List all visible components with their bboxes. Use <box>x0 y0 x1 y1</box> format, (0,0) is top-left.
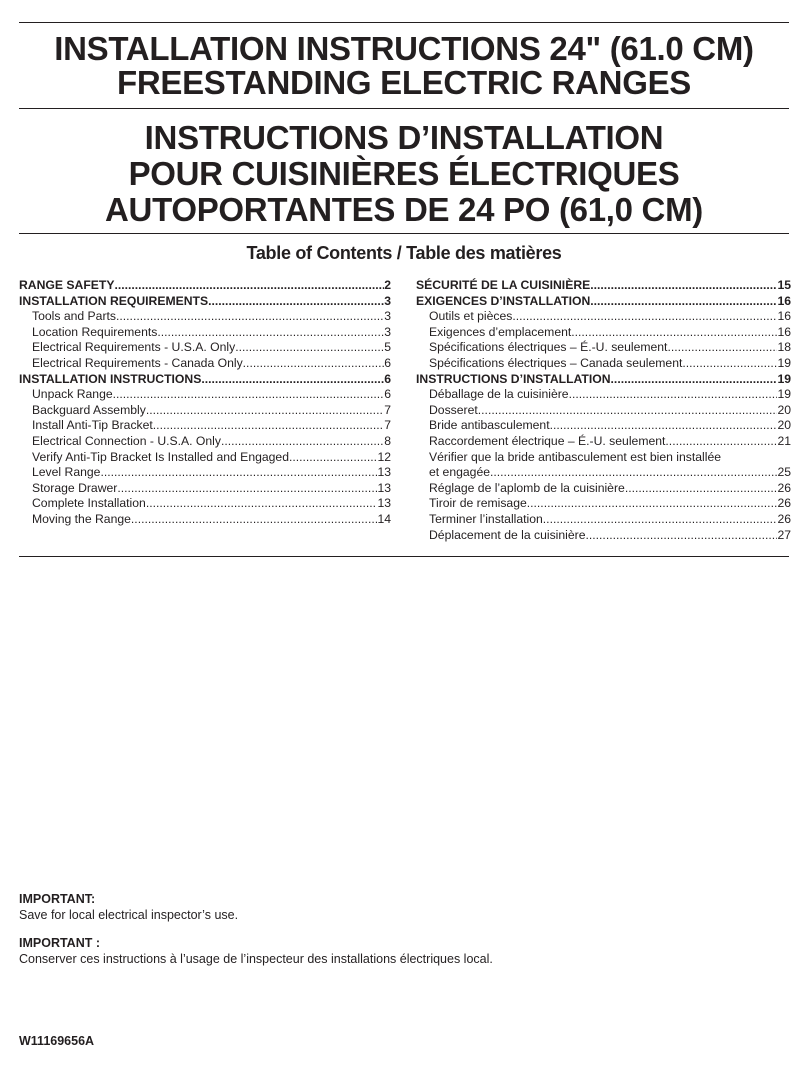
dot-leader <box>100 465 377 481</box>
toc-french <box>416 278 791 543</box>
toc-entry-label: INSTALLATION INSTRUCTIONS <box>19 371 202 386</box>
dot-leader <box>201 372 384 388</box>
toc-entry[interactable] <box>416 356 791 372</box>
toc-page-number: 13 <box>377 465 391 480</box>
toc-entry-label: Déplacement de la cuisinière <box>429 527 586 542</box>
note-heading: IMPORTANT: <box>19 892 96 906</box>
dot-leader <box>116 309 384 325</box>
dot-leader <box>590 294 777 310</box>
toc-page-number: 2 <box>384 278 391 292</box>
toc-page-number: 15 <box>777 278 791 292</box>
dot-leader <box>157 325 384 341</box>
toc-entry-label: Déballage de la cuisinière <box>429 387 569 402</box>
toc-entry[interactable] <box>416 528 791 544</box>
toc-entry[interactable] <box>416 309 791 325</box>
toc-entry-label: Backguard Assembly <box>32 402 146 417</box>
toc-entry[interactable] <box>19 387 391 403</box>
dot-leader <box>667 340 777 356</box>
dot-leader <box>114 278 384 294</box>
dot-leader <box>235 340 384 356</box>
toc-page-number: 19 <box>777 371 791 386</box>
toc-page-number: 13 <box>377 480 391 495</box>
toc-entry[interactable] <box>19 450 391 466</box>
dot-leader <box>221 434 384 450</box>
toc-page-number: 19 <box>777 355 791 370</box>
toc-entry-label: Moving the Range <box>32 511 131 526</box>
toc-entry[interactable] <box>416 387 791 403</box>
toc-entry-label: Electrical Requirements - U.S.A. Only <box>32 340 236 355</box>
toc-entry-label: Dosseret <box>429 402 478 417</box>
toc-entry-label: Tiroir de remisage <box>429 496 527 511</box>
toc-page-number: 3 <box>384 324 391 339</box>
toc-entry[interactable] <box>416 278 791 294</box>
toc-page-number: 3 <box>384 293 391 308</box>
toc-entry[interactable] <box>19 372 391 388</box>
toc-entry-label: INSTALLATION REQUIREMENTS <box>19 293 209 308</box>
toc-entry-label: Spécifications électriques – Canada seulement <box>429 355 683 370</box>
dot-leader <box>665 434 777 450</box>
toc-page-number: 5 <box>384 340 391 355</box>
toc-page-number: 7 <box>384 418 391 433</box>
toc-entry-label: Verify Anti-Tip Bracket Is Installed and Engaged <box>32 449 289 464</box>
toc-page-number: 16 <box>777 309 791 324</box>
dot-leader <box>146 403 384 419</box>
title-en-line-1: INSTALLATION INSTRUCTIONS 24" (61.0 CM) <box>54 30 754 67</box>
toc-entry-label[interactable]: Vérifier que la bride antibasculement est bien installée <box>429 449 721 464</box>
toc-page-number: 20 <box>777 418 791 433</box>
note-english <box>19 891 493 923</box>
toc-entry[interactable] <box>19 481 391 497</box>
toc-page-number: 6 <box>384 355 391 370</box>
toc-entry-label: Raccordement électrique – É.-U. seulement <box>429 433 666 448</box>
toc-entry-label: et engagée <box>429 465 490 480</box>
toc-entry[interactable] <box>19 309 391 325</box>
title-french <box>0 120 808 228</box>
dot-leader <box>586 528 778 544</box>
toc-entry-label: Exigences d’emplacement <box>429 324 572 339</box>
toc-entry-label: Unpack Range <box>32 387 113 402</box>
toc-entry[interactable] <box>19 512 391 528</box>
toc-page-number: 26 <box>777 511 791 526</box>
dot-leader <box>543 512 778 528</box>
toc-entry-label: Install Anti-Tip Bracket <box>32 418 153 433</box>
toc-entry-label: Bride antibasculement <box>429 418 550 433</box>
toc-entry[interactable] <box>416 496 791 512</box>
toc-entry[interactable] <box>19 294 391 310</box>
toc-entry[interactable] <box>416 481 791 497</box>
toc-title: Table of Contents / Table des matières <box>246 243 562 263</box>
title-english <box>0 32 808 100</box>
toc-page-number: 21 <box>777 433 791 448</box>
toc-page-number: 19 <box>777 387 791 402</box>
dot-leader <box>490 465 777 481</box>
dot-leader <box>146 496 378 512</box>
toc-page-number: 13 <box>377 496 391 511</box>
toc-entry[interactable] <box>19 434 391 450</box>
toc-page-number: 14 <box>377 511 391 526</box>
toc-entry-label: Electrical Connection - U.S.A. Only <box>32 433 221 448</box>
title-divider <box>19 108 789 109</box>
toc-bottom-rule <box>19 556 789 557</box>
toc-page-number: 7 <box>384 402 391 417</box>
toc-page-number: 26 <box>777 496 791 511</box>
toc-entry-label: Tools and Parts <box>32 309 117 324</box>
toc-entry[interactable] <box>19 465 391 481</box>
dot-leader <box>527 496 778 512</box>
dot-leader <box>512 309 777 325</box>
toc-entry[interactable] <box>416 403 791 419</box>
toc-entry-label: INSTRUCTIONS D’INSTALLATION <box>416 371 611 386</box>
dot-leader <box>682 356 777 372</box>
dot-leader <box>243 356 385 372</box>
toc-entry[interactable] <box>19 325 391 341</box>
toc-entry-label: Location Requirements <box>32 324 158 339</box>
note-body: Save for local electrical inspector’s use. <box>19 908 239 922</box>
toc-entry-label: Storage Drawer <box>32 480 118 495</box>
toc-entry[interactable] <box>416 294 791 310</box>
important-notes <box>19 891 493 979</box>
note-body: Conserver ces instructions à l’usage de l’inspecteur des installations électriques local. <box>19 952 493 966</box>
note-french <box>19 935 493 967</box>
toc-page-number: 25 <box>777 465 791 480</box>
title-en-line-2: FREESTANDING ELECTRIC RANGES <box>116 64 691 101</box>
toc-entry-label: Réglage de l’aplomb de la cuisinière <box>429 480 625 495</box>
toc-page-number: 6 <box>384 387 391 402</box>
toc-entry-label: Terminer l’installation <box>429 511 543 526</box>
dot-leader <box>289 450 377 466</box>
toc-page-number: 3 <box>384 309 391 324</box>
title-fr-line-2: POUR CUISINIÈRES ÉLECTRIQUES <box>128 155 680 192</box>
title-fr-line-3: AUTOPORTANTES DE 24 PO (61,0 CM) <box>105 191 703 228</box>
toc-divider <box>19 233 789 234</box>
dot-leader <box>571 325 777 341</box>
toc-page-number: 20 <box>777 402 791 417</box>
toc-page-number: 27 <box>777 527 791 542</box>
toc-entry[interactable] <box>416 512 791 528</box>
toc-entry-label: Spécifications électriques – É.-U. seulement <box>429 340 668 355</box>
dot-leader <box>153 418 384 434</box>
dot-leader <box>113 387 385 403</box>
toc-entry[interactable] <box>19 278 391 294</box>
toc-page-number: 12 <box>377 449 391 464</box>
dot-leader <box>131 512 378 528</box>
toc-page-number: 8 <box>384 433 391 448</box>
dot-leader <box>590 278 777 294</box>
toc-page-number: 6 <box>384 371 391 386</box>
toc-entry[interactable] <box>416 434 791 450</box>
toc-entry-label: Outils et pièces <box>429 309 513 324</box>
toc-entry-label: RANGE SAFETY <box>19 278 115 292</box>
dot-leader <box>117 481 377 497</box>
toc-entry[interactable] <box>416 372 791 388</box>
note-heading: IMPORTANT : <box>19 936 101 950</box>
toc-page-number: 16 <box>777 324 791 339</box>
dot-leader <box>208 294 384 310</box>
toc-entry-label: Electrical Requirements - Canada Only <box>32 355 243 370</box>
toc-entry[interactable] <box>19 403 391 419</box>
dot-leader <box>550 418 778 434</box>
toc-page-number: 18 <box>777 340 791 355</box>
document-number: W11169656A <box>19 1034 95 1048</box>
toc-entry-label: EXIGENCES D’INSTALLATION <box>416 293 591 308</box>
toc-entry[interactable] <box>19 340 391 356</box>
toc-english <box>19 278 391 528</box>
top-rule <box>19 22 789 23</box>
toc-entry[interactable] <box>19 496 391 512</box>
toc-entry-label: Level Range <box>32 465 101 480</box>
toc-entry[interactable] <box>19 356 391 372</box>
toc-entry[interactable] <box>416 418 791 434</box>
dot-leader <box>478 403 778 419</box>
toc-page-number: 26 <box>777 480 791 495</box>
toc-entry-label: SÉCURITÉ DE LA CUISINIÈRE <box>416 278 591 292</box>
dot-leader <box>611 372 778 388</box>
toc-page-number: 16 <box>777 293 791 308</box>
toc-entry-label: Complete Installation <box>32 496 146 511</box>
toc-entry[interactable] <box>416 325 791 341</box>
dot-leader <box>569 387 778 403</box>
toc-entry[interactable] <box>19 418 391 434</box>
title-fr-line-1: INSTRUCTIONS D’INSTALLATION <box>144 119 664 156</box>
toc-entry[interactable] <box>416 340 791 356</box>
dot-leader <box>625 481 778 497</box>
toc-entry[interactable] <box>416 465 791 481</box>
